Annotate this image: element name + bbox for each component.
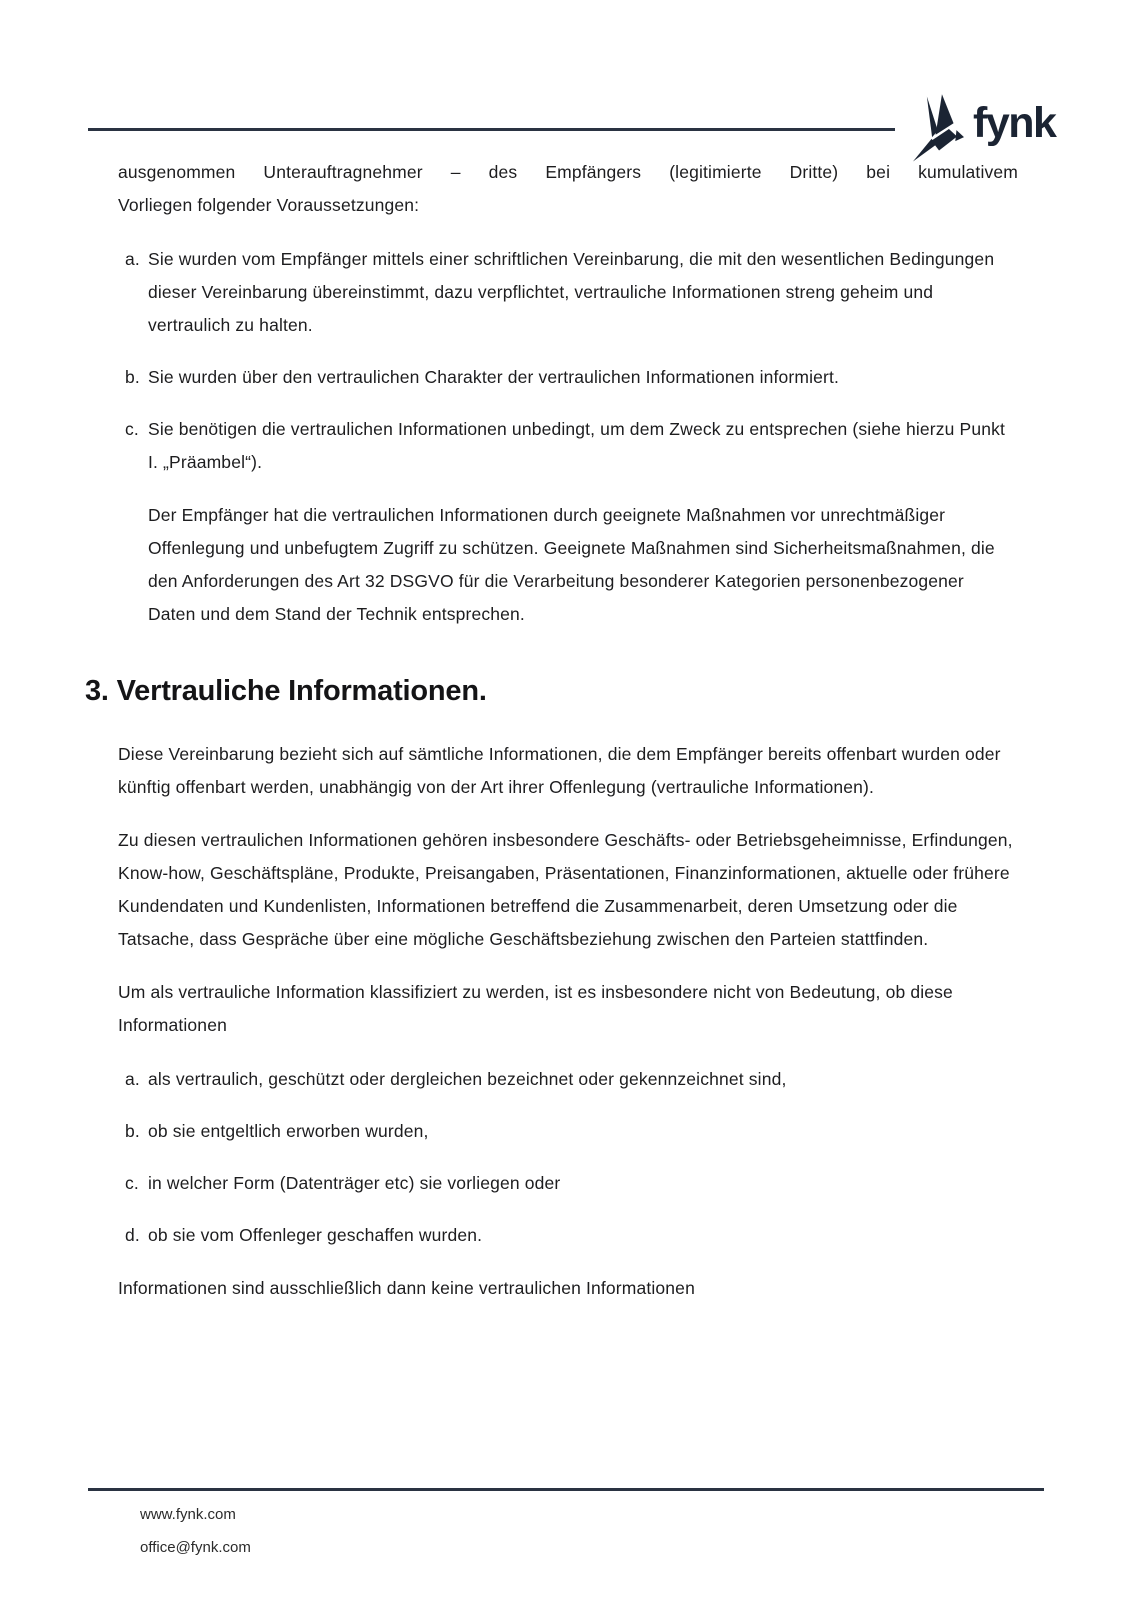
list-item (125, 243, 1007, 342)
conditions-list (125, 243, 1043, 479)
footer (140, 1498, 251, 1564)
list-item-text: Sie wurden über den vertraulichen Charakter der vertraulichen Informationen informiert. (148, 367, 840, 387)
examples-paragraph: Zu diesen vertraulichen Informationen gehören insbesondere Geschäfts- oder Betriebsgeheimnisse, Erfindungen, Know-how, Geschäftspläne, Produkte, Preisangaben, Präsentationen, Finanzinformationen, aktuelle oder frühere Kundendaten und Kundenlisten, Informationen betreffend die Zusammenarbeit, deren Umsetzung oder die Tatsache, dass Gespräche über eine mögliche Geschäftsbeziehung zwischen den Parteien stattfinden. (118, 830, 1013, 949)
intro-line-1: ausgenommen Unterauftragnehmer – des Empfängers (legitimierte Dritte) bei kumulativem (118, 162, 1018, 182)
footer-rule (88, 1488, 1044, 1491)
list-item (125, 1063, 1007, 1096)
list-item-text: Sie benötigen die vertraulichen Informationen unbedingt, um dem Zweck zu entsprechen (siehe hierzu Punkt I. „Präambel“). (148, 419, 1006, 472)
email-link[interactable]: office@fynk.com (140, 1539, 251, 1556)
classification-paragraph: Um als vertrauliche Information klassifiziert zu werden, ist es insbesondere nicht von Bedeutung, ob diese Informationen (118, 982, 953, 1035)
list-item (125, 1219, 1007, 1252)
list-item-text: in welcher Form (Datenträger etc) sie vorliegen oder (148, 1173, 561, 1193)
list-item (125, 413, 1007, 479)
criteria-list (125, 1063, 1043, 1252)
intro-paragraph (118, 156, 1018, 222)
list-item (125, 361, 1007, 394)
list-item-marker: b. (125, 367, 140, 387)
document-body (85, 152, 1043, 1305)
list-item (125, 1167, 1007, 1200)
section-heading: 3. Vertrauliche Informationen. (85, 675, 487, 707)
list-item-text: ob sie vom Offenleger geschaffen wurden. (148, 1225, 483, 1245)
intro-line-2: Vorliegen folgender Voraussetzungen: (118, 195, 420, 215)
scope-paragraph: Diese Vereinbarung bezieht sich auf sämtliche Informationen, die dem Empfänger bereits offenbart wurden oder künftig offenbart werden, unabhängig von der Art ihrer Offenlegung (vertrauliche Informationen). (118, 744, 1001, 797)
list-item-marker: d. (125, 1225, 140, 1245)
fynk-wordmark: fynk (973, 98, 1056, 147)
list-item-marker: a. (125, 249, 140, 269)
website-link[interactable]: www.fynk.com (140, 1506, 236, 1523)
closing-paragraph: Informationen sind ausschließlich dann keine vertraulichen Informationen (118, 1278, 695, 1298)
list-item-marker: c. (125, 419, 139, 439)
list-item-text: als vertraulich, geschützt oder dergleichen bezeichnet oder gekennzeichnet sind, (148, 1069, 787, 1089)
protection-paragraph: Der Empfänger hat die vertraulichen Informationen durch geeignete Maßnahmen vor unrechtmäßiger Offenlegung und unbefugtem Zugriff zu schützen. Geeignete Maßnahmen sind Sicherheitsmaßnahmen, die den Anforderungen des Art 32 DSGVO für die Verarbeitung besonderer Kategorien personenbezogener Daten und dem Stand der Technik entsprechen. (148, 505, 995, 624)
list-item-marker: a. (125, 1069, 140, 1089)
list-item-marker: b. (125, 1121, 140, 1141)
list-item-text: Sie wurden vom Empfänger mittels einer schriftlichen Vereinbarung, die mit den wesentlichen Bedingungen dieser Vereinbarung übereinstimmt, dazu verpflichtet, vertrauliche Informationen streng geheim und vertraulich zu halten. (148, 249, 995, 335)
list-item (125, 1115, 1007, 1148)
list-item-text: ob sie entgeltlich erworben wurden, (148, 1121, 429, 1141)
header-rule (88, 128, 895, 131)
list-item-marker: c. (125, 1173, 139, 1193)
